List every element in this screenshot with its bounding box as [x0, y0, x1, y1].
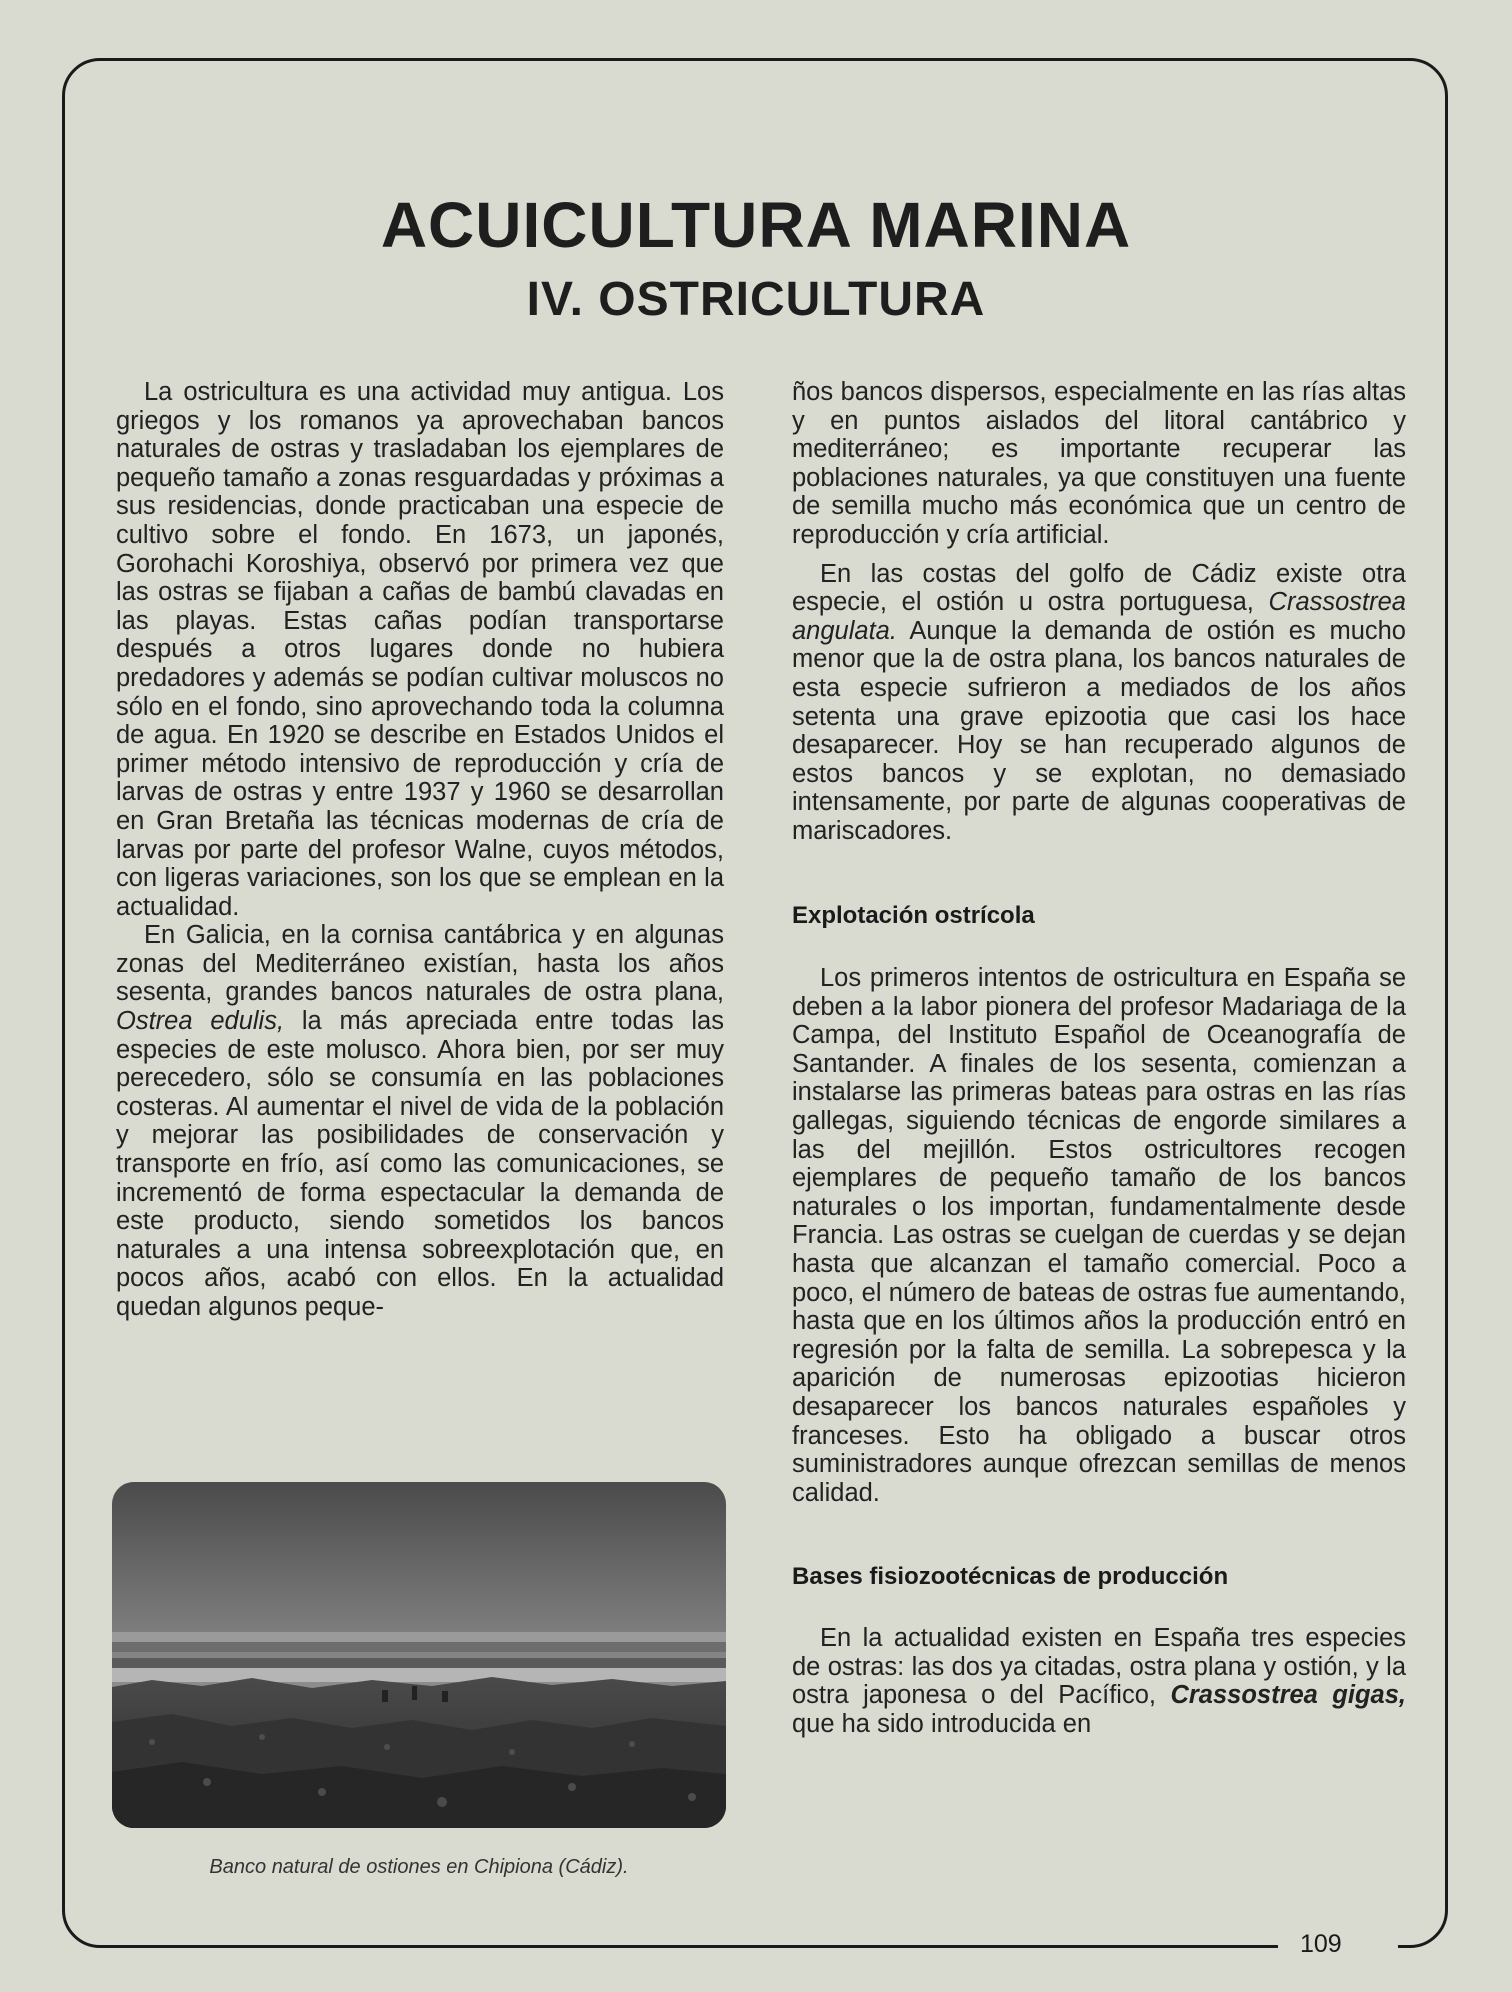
- section-heading-explotacion: Explotación ostrícola: [792, 901, 1035, 929]
- coastal-photo: [112, 1482, 726, 1828]
- right-paragraph-1: ños bancos dispersos, especialmente en las rías altas y en puntos aislados del litoral cantábrico y mediterráneo; es importante recuperar las poblaciones naturales, ya que constituyen una fuente de semilla mucho más económica que un centro de reproducción y cría artificial.: [792, 378, 1406, 549]
- left-paragraph-1: La ostricultura es una actividad muy antigua. Los griegos y los romanos ya aprovechaban bancos naturales de ostras y trasladaban los ejemplares de pequeño tamaño a zonas resguardadas y próximas a sus residencias, donde practicaban una especie de cultivo sobre el fondo. En 1673, un japonés, Gorohachi Koroshiya, observó por primera vez que las ostras se fijaban a cañas de bambú clavadas en las playas. Estas cañas podían transportarse después a otros lugares donde no hubiera predadores y además se podían cultivar moluscos no sólo en el fondo, sino aprovechando toda la columna de agua. En 1920 se describe en Estados Unidos el primer método intensivo de reproducción y cría de larvas de ostras y entre 1937 y 1960 se desarrollan en Gran Bretaña las técnicas modernas de cría de larvas por parte del profesor Walne, cuyos métodos, con ligeras variaciones, son los que se emplean en la actualidad.: [116, 378, 724, 921]
- article-title: ACUICULTURA MARINA: [380, 189, 1132, 261]
- right-paragraph-3: Los primeros intentos de ostricultura en España se deben a la labor pionera del profesor Madariaga de la Campa, del Instituto Español de Oceanografía de Santander. A finales de los sesenta, comienzan a instalarse las primeras bateas para ostras en las rías gallegas, siguiendo técnicas de engorde similares a las del mejillón. Estos ostricultores recogen ejemplares de pequeño tamaño de los bancos naturales o los importan, fundamentalmente desde Francia. Las ostras se cuelgan de cuerdas y se dejan hasta que alcanzan el tamaño comercial. Poco a poco, el número de bateas de ostras fue aumentando, hasta que en los últimos años la producción entró en regresión por la falta de semilla. La sobrepesca y la aparición de numerosas epizootias hicieron desaparecer los bancos naturales españoles y franceses. Esto ha obligado a buscar otros suministradores aunque ofrezcan semillas de menos calidad.: [792, 964, 1406, 1507]
- left-p2-end: la más apreciada entre todas las especies de este molusco. Ahora bien, por ser muy perecedero, sólo se consumía en las poblaciones costeras. Al aumentar el nivel de vida de la población y mejorar las posibilidades de conservación y transporte en frío, así como las comunicaciones, se incrementó de forma espectacular la demanda de este producto, siendo sometidos los bancos naturales a una intensa sobreexplotación que, en pocos años, acabó con ellos. En la actualidad quedan algunos peque-: [116, 1007, 724, 1321]
- section-heading-bases: Bases fisiozootécnicas de producción: [792, 1563, 1229, 1591]
- photo-caption: Banco natural de ostiones en Chipiona (Cádiz).: [209, 1856, 629, 1878]
- species-crassostrea-gigas: Crassostrea gigas,: [1170, 1681, 1406, 1710]
- species-crassostrea-angulata: Crassostrea angulata.: [792, 588, 1406, 645]
- oyster-bank-photo-image: [112, 1482, 726, 1828]
- right-p2-start: En las costas del golfo de Cádiz existe otra especie, el ostión u ostra portuguesa,: [792, 559, 1406, 617]
- right-p4-end: que ha sido introducida en: [792, 1709, 1092, 1738]
- right-p2-end: Aunque la demanda de ostión es mucho menor que la de ostra plana, los bancos naturales de esta especie sufrieron a mediados de los años setenta una grave epizootia que casi los hace desaparecer. Hoy se han recuperado algunos de estos bancos y se explotan, no demasiado intensamente, por parte de algunas cooperativas de mariscadores.: [792, 616, 1406, 845]
- left-column: [116, 378, 724, 1322]
- right-paragraph-2: [792, 560, 1406, 846]
- page-number: 109: [1300, 1930, 1342, 1958]
- right-p4-start: En la actualidad existen en España tres especies de ostras: las dos ya citadas, ostra plana y ostión, y la ostra japonesa o del Pacífico,: [792, 1623, 1406, 1710]
- right-paragraph-4: [792, 1624, 1406, 1738]
- right-column: [792, 378, 1406, 1738]
- left-p2-start: En Galicia, en la cornisa cantábrica y en algunas zonas del Mediterráneo existían, hasta los años sesenta, grandes bancos naturales de ostra plana,: [116, 921, 724, 1007]
- species-ostrea-edulis: Ostrea edulis,: [116, 1007, 285, 1036]
- article-subtitle: IV. OSTRICULTURA: [526, 273, 986, 326]
- left-paragraph-2: [116, 921, 724, 1321]
